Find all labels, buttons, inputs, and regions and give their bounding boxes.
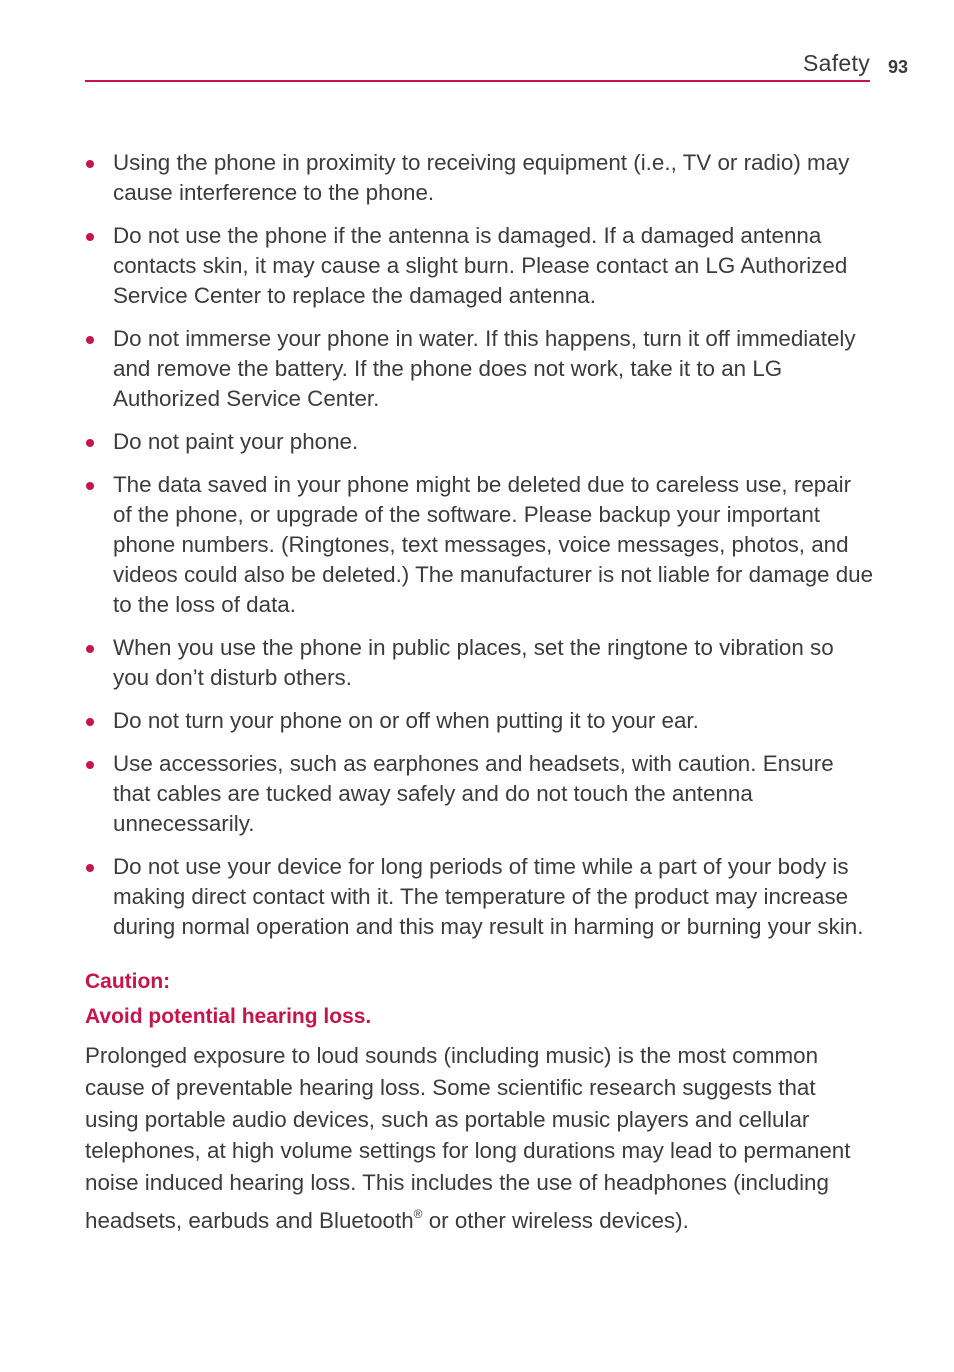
paragraph-text-end: or other wireless devices). (422, 1207, 689, 1233)
caution-label: Caution: (85, 970, 171, 993)
list-item (85, 749, 875, 839)
hearing-loss-paragraph (85, 1040, 875, 1237)
list-item (85, 427, 875, 457)
bullet-icon (86, 864, 94, 872)
list-item-text: When you use the phone in public places, set the ringtone to vibration so you don’t disturb others. (113, 635, 834, 690)
list-item (85, 221, 875, 311)
list-item (85, 470, 875, 620)
list-item-text: Using the phone in proximity to receiving equipment (i.e., TV or radio) may cause interference to the phone. (113, 150, 850, 205)
bullet-icon (86, 645, 94, 653)
list-item (85, 633, 875, 693)
list-item (85, 324, 875, 414)
page-number: 93 (888, 57, 909, 77)
page-content (85, 148, 875, 1237)
safety-bullet-list (85, 148, 875, 942)
list-item-text: The data saved in your phone might be deleted due to careless use, repair of the phone, or upgrade of the software. Please backup your important phone numbers. (Ringtones, text messages, voice messages, photos, and videos could also be deleted.) The manufacturer is not liable for damage due to the loss of data. (113, 472, 874, 617)
caution-heading (85, 964, 875, 1034)
list-item (85, 706, 875, 736)
list-item-text: Do not paint your phone. (113, 429, 359, 454)
section-title: Safety (802, 50, 870, 76)
list-item-text: Do not turn your phone on or off when putting it to your ear. (113, 708, 699, 733)
bullet-icon (86, 439, 94, 447)
list-item-text: Do not use the phone if the antenna is damaged. If a damaged antenna contacts skin, it may cause a slight burn. Please contact an LG Authorized Service Center to replace the damaged antenna. (113, 223, 848, 308)
page-header (85, 48, 870, 82)
bullet-icon (86, 718, 94, 726)
paragraph-text: Prolonged exposure to loud sounds (including music) is the most common cause of preventable hearing loss. Some scientific research suggests that using portable audio devices, such as portable music players and cellular telephones, at high volume settings for long durations may lead to permanent noise induced hearing loss. This includes the use of headphones (including headsets, earbuds and Bluetooth (85, 1043, 851, 1233)
bullet-icon (86, 160, 94, 168)
list-item (85, 148, 875, 208)
header-rule (85, 80, 870, 82)
bullet-icon (86, 233, 94, 241)
list-item-text: Use accessories, such as earphones and headsets, with caution. Ensure that cables are tucked away safely and do not touch the antenna unnecessarily. (113, 751, 834, 836)
bullet-icon (86, 761, 94, 769)
bullet-icon (86, 336, 94, 344)
list-item-text: Do not use your device for long periods of time while a part of your body is making direct contact with it. The temperature of the product may increase during normal operation and this may result in harming or burning your skin. (113, 854, 864, 939)
bullet-icon (86, 482, 94, 490)
list-item (85, 852, 875, 942)
caution-title: Avoid potential hearing loss. (85, 1005, 372, 1028)
list-item-text: Do not immerse your phone in water. If this happens, turn it off immediately and remove the battery. If the phone does not work, take it to an LG Authorized Service Center. (113, 326, 856, 411)
registered-mark: ® (413, 1206, 423, 1221)
